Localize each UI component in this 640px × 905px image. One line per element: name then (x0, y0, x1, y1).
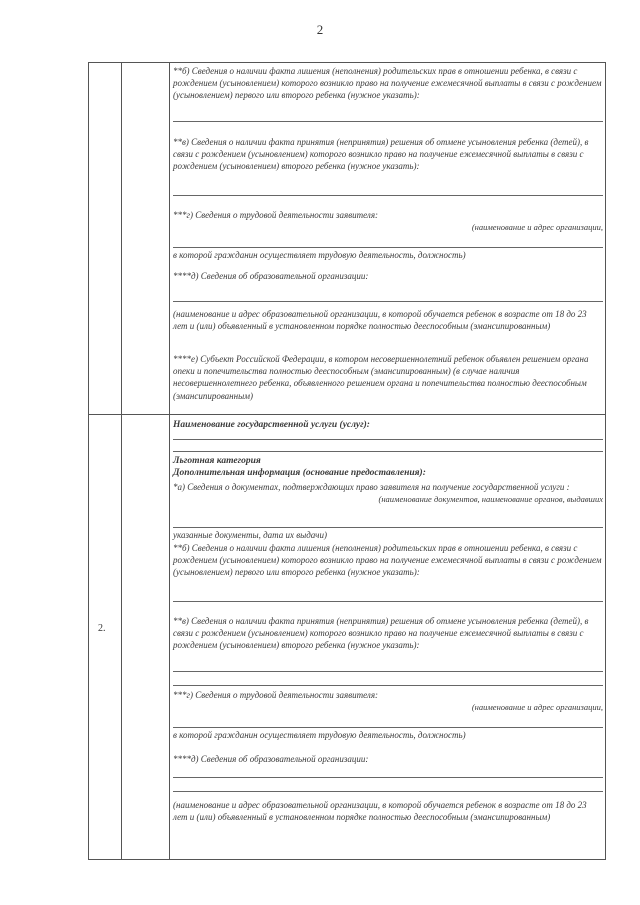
fill-line[interactable] (173, 671, 603, 672)
adoption-cancel-section (173, 136, 603, 173)
additional-info-label: Дополнительная информация (основание предоставления): (173, 468, 426, 479)
fill-line[interactable] (173, 301, 603, 302)
education-hint: (наименование и адрес образовательной организации, в которой обучается ребенок в возрасте от 18 до 23 лет и (или) объявленный в установленном порядке полностью дееспособным (эмансипированным) (173, 800, 587, 823)
form-table (88, 62, 606, 860)
benefit-category-label: Льготная категория (173, 456, 261, 466)
fill-line[interactable] (173, 121, 603, 122)
documents-hint: (наименование документов, наименование органов, выдавших (378, 494, 603, 505)
fill-line[interactable] (173, 439, 603, 440)
spacer-cell (122, 415, 170, 859)
education-section (173, 270, 603, 282)
adoption-cancel-section (173, 615, 603, 652)
subject-text: ****е) Субъект Российской Федерации, в котором несовершеннолетний ребенок объявлен решением органа опеки и попечительства полностью дееспособным (эмансипированным) (в случае наличия несовершеннолетнего ребенка, объявленного решением органа и попечительства полностью дееспособным (эмансипированным) (173, 354, 589, 401)
documents-cont-block (173, 529, 603, 541)
benefit-category-block (173, 455, 603, 479)
row-number: 2. (98, 623, 106, 634)
labor-hint: (наименование и адрес организации, (471, 222, 603, 233)
labor-hint: (наименование и адрес организации, (471, 702, 603, 713)
education-hint-block (173, 308, 603, 332)
table-row (89, 63, 605, 415)
fill-line[interactable] (173, 685, 603, 686)
parental-rights-text: **б) Сведения о наличии факта лишения (неполнения) родительских прав в отношении ребенка, в связи с рождением (усыновлением) которого возникло право на получение ежемесячной выплаты в связи с рождением (усыновлением) первого или второго ребенка (нужное указать): (173, 66, 602, 101)
education-hint-block (173, 799, 603, 823)
spacer-cell (122, 63, 170, 414)
adoption-cancel-text: **в) Сведения о наличии факта принятия (непринятия) решения об отмене усыновления ребенка (детей), в связи с рождением (усыновлением) которого возникло право на получение ежемесячной выплаты в связи с рождением (усыновлением) второго ребенка (нужное указать): (173, 616, 589, 651)
labor-section (173, 209, 603, 233)
fill-line[interactable] (173, 601, 603, 602)
education-label: ****д) Сведения об образовательной организации: (173, 754, 369, 764)
table-row (89, 415, 605, 859)
content-cell (173, 415, 603, 859)
documents-section (173, 481, 603, 505)
documents-continuation: указанные документы, дата их выдачи) (173, 530, 327, 540)
row-number-cell (89, 415, 122, 859)
labor-continuation: в которой гражданин осуществляет трудовую деятельность, должность) (173, 250, 466, 260)
education-label: ****д) Сведения об образовательной организации: (173, 271, 369, 281)
row-number-cell (89, 63, 122, 414)
labor-label: ***г) Сведения о трудовой деятельности заявителя: (173, 690, 379, 700)
fill-line[interactable] (173, 791, 603, 792)
education-section (173, 753, 603, 765)
fill-line[interactable] (173, 727, 603, 728)
page-number: 2 (316, 22, 324, 37)
fill-line[interactable] (173, 247, 603, 248)
fill-line[interactable] (173, 777, 603, 778)
adoption-cancel-text: **в) Сведения о наличии факта принятия (непринятия) решения об отмене усыновления ребенка (детей), в связи с рождением (усыновлением) которого возникло право на получение ежемесячной выплаты в связи с рождением (усыновлением) второго ребенка (нужное указать): (173, 137, 589, 172)
content-cell (173, 63, 603, 414)
documents-label: *а) Сведения о документах, подтверждающих право заявителя на получение государственной услуги : (173, 482, 570, 492)
labor-continuation: в которой гражданин осуществляет трудовую деятельность, должность) (173, 730, 466, 740)
labor-section (173, 689, 603, 713)
parental-rights-section (173, 542, 603, 579)
education-hint: (наименование и адрес образовательной организации, в которой обучается ребенок в возрасте от 18 до 23 лет и (или) объявленный в установленном порядке полностью дееспособным (эмансипированным) (173, 309, 587, 332)
parental-rights-text: **б) Сведения о наличии факта лишения (неполнения) родительских прав в отношении ребенка, в связи с рождением (усыновлением) которого возникло право на получение ежемесячной выплаты в связи с рождением (усыновлением) первого или второго ребенка (нужное указать): (173, 543, 602, 578)
fill-line[interactable] (173, 451, 603, 452)
fill-line[interactable] (173, 195, 603, 196)
parental-rights-section (173, 65, 603, 102)
subject-section (173, 353, 603, 402)
service-name-label: Наименование государственной услуги (услуг): (173, 420, 370, 430)
labor-cont (173, 249, 603, 261)
service-name-block (173, 419, 603, 431)
labor-cont (173, 729, 603, 741)
fill-line[interactable] (173, 527, 603, 528)
labor-label: ***г) Сведения о трудовой деятельности заявителя: (173, 210, 379, 220)
